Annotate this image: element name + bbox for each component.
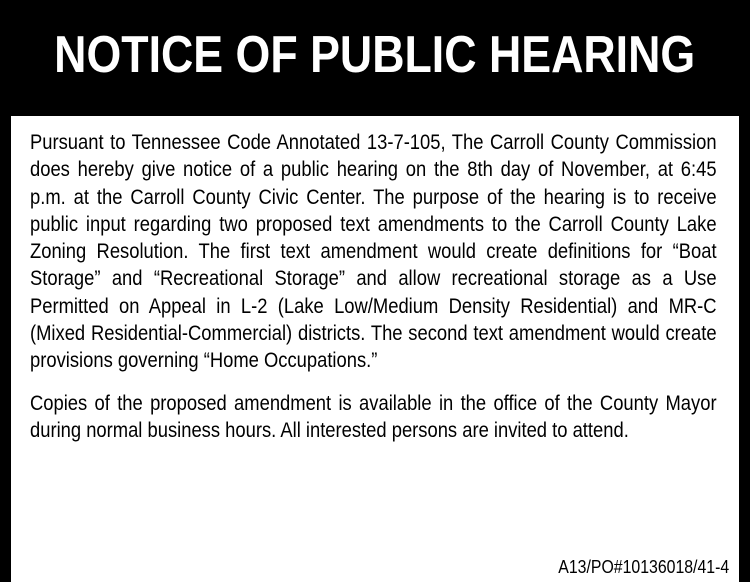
notice-header: [0, 0, 750, 116]
notice-title: NOTICE OF PUBLIC HEARING: [54, 26, 696, 84]
publication-reference: A13/PO#10136018/41-4: [558, 557, 729, 577]
notice-paragraph-1: Pursuant to Tennessee Code Annotated 13-7-105, The Carroll County Commission does hereby give notice of a public hearing on the 8th day of November, at 6:45 p.m. at the Carroll County Civic Center. The purpose of the hearing is to receive public input regarding two proposed text amendments to the Carroll County Lake Zoning Resolution. The first text amendment would create definitions for “Boat Storage” and “Recreational Storage” and allow recreational storage as a Use Permitted on Appeal in L-2 (Lake Low/Medium Density Residential) and MR-C (Mixed Residential-Commercial) districts. The second text amendment would create provisions governing “Home Occupations.”: [30, 130, 717, 373]
notice-body: [11, 116, 739, 582]
notice-paragraph-2: Copies of the proposed amendment is available in the office of the County Mayor during normal business hours. All interested persons are invited to attend.: [30, 390, 717, 442]
notice-text: [30, 129, 717, 444]
